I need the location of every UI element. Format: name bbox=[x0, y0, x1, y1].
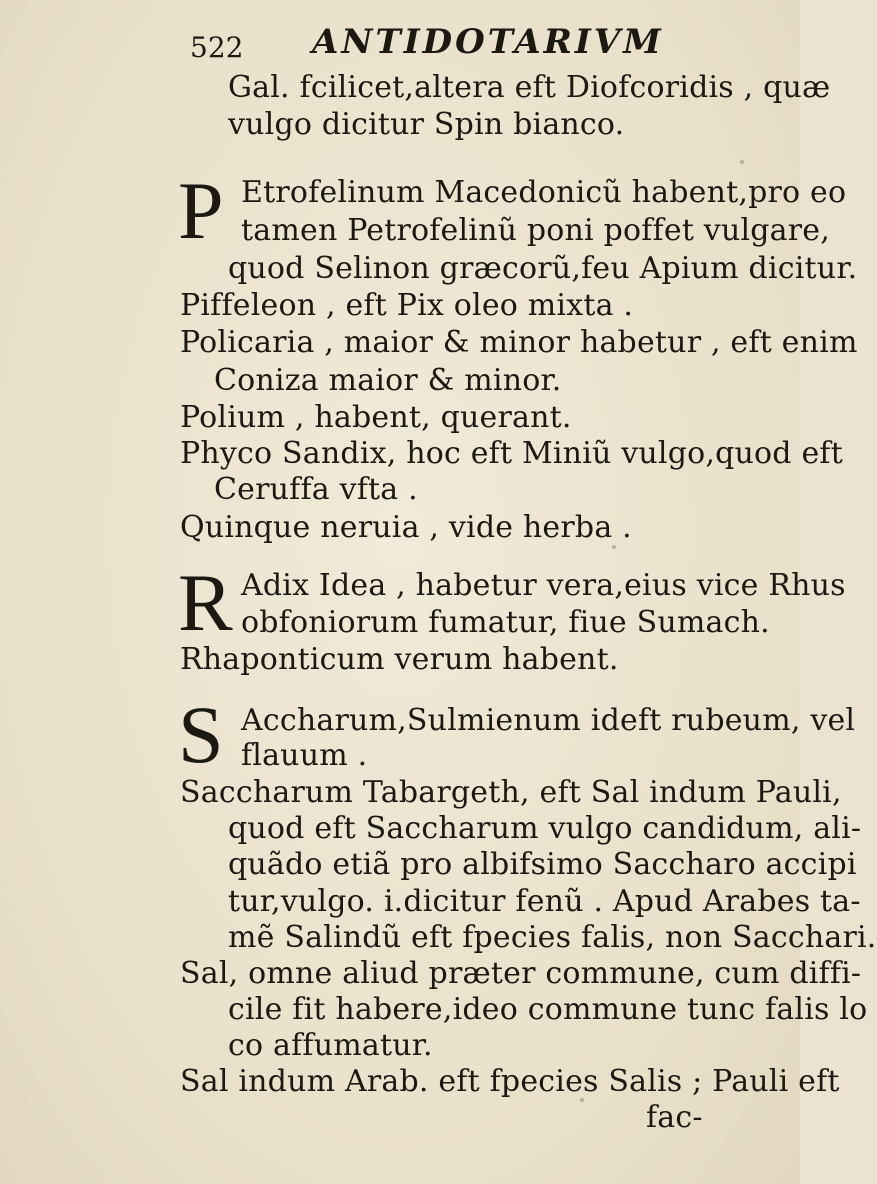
text-line: quãdo etiã pro albifsimo Saccharo accipi bbox=[228, 847, 857, 882]
text-line: quod eft Saccharum vulgo candidum, ali- bbox=[228, 811, 862, 846]
text-line: Polium , habent, querant. bbox=[180, 400, 572, 435]
text-line: quod Selinon græcorũ,feu Apium dicitur. bbox=[228, 251, 858, 286]
text-line: Piffeleon , eft Pix oleo mixta . bbox=[180, 288, 634, 323]
text-line: mẽ Salindũ eft fpecies falis, non Sacchari. bbox=[228, 920, 877, 955]
text-line: Rhaponticum verum habent. bbox=[180, 642, 619, 677]
text-line: Accharum,Sulmienum ideft rubeum, vel bbox=[241, 703, 856, 738]
text-line: Adix Idea , habetur vera,eius vice Rhus bbox=[241, 568, 846, 603]
text-line: Sal indum Arab. eft fpecies Salis ; Pauli eft bbox=[180, 1064, 840, 1099]
text-line: co affumatur. bbox=[228, 1028, 433, 1063]
text-line: Gal. fcilicet,altera eft Diofcoridis , quæ bbox=[228, 70, 831, 105]
text-line: Policaria , maior & minor habetur , eft enim bbox=[180, 325, 858, 360]
text-line: Ceruffa vfta . bbox=[214, 472, 418, 507]
text-line: Saccharum Tabargeth, eft Sal indum Pauli, bbox=[180, 775, 842, 810]
text-line: vulgo dicitur Spin bianco. bbox=[228, 107, 625, 142]
drop-cap-r: R bbox=[178, 557, 233, 648]
text-line: cile fit habere,ideo commune tunc falis lo bbox=[228, 992, 868, 1027]
text-line: Coniza maior & minor. bbox=[214, 363, 562, 398]
text-line: obfoniorum fumatur, fiue Sumach. bbox=[241, 605, 770, 640]
ink-speck bbox=[580, 1098, 584, 1102]
catchword: fac- bbox=[646, 1100, 703, 1135]
text-line: flauum . bbox=[241, 738, 368, 773]
text-line: Etrofelinum Macedonicũ habent,pro eo bbox=[241, 175, 847, 210]
ink-speck bbox=[612, 545, 616, 549]
text-line: Sal, omne aliud præter commune, cum diffi- bbox=[180, 956, 862, 991]
text-line: tur,vulgo. i.dicitur fenũ . Apud Arabes ta- bbox=[228, 884, 861, 919]
text-line: tamen Petrofelinũ poni poffet vulgare, bbox=[241, 213, 830, 248]
text-line: Quinque neruia , vide herba . bbox=[180, 510, 632, 545]
drop-cap-s: S bbox=[178, 689, 224, 780]
page-number: 522 bbox=[190, 31, 244, 64]
ink-speck bbox=[740, 160, 744, 164]
drop-cap-p: P bbox=[178, 165, 224, 256]
running-title: ANTIDOTARIVM bbox=[312, 22, 664, 62]
text-line: Phyco Sandix, hoc eft Miniũ vulgo,quod eft bbox=[180, 436, 843, 471]
